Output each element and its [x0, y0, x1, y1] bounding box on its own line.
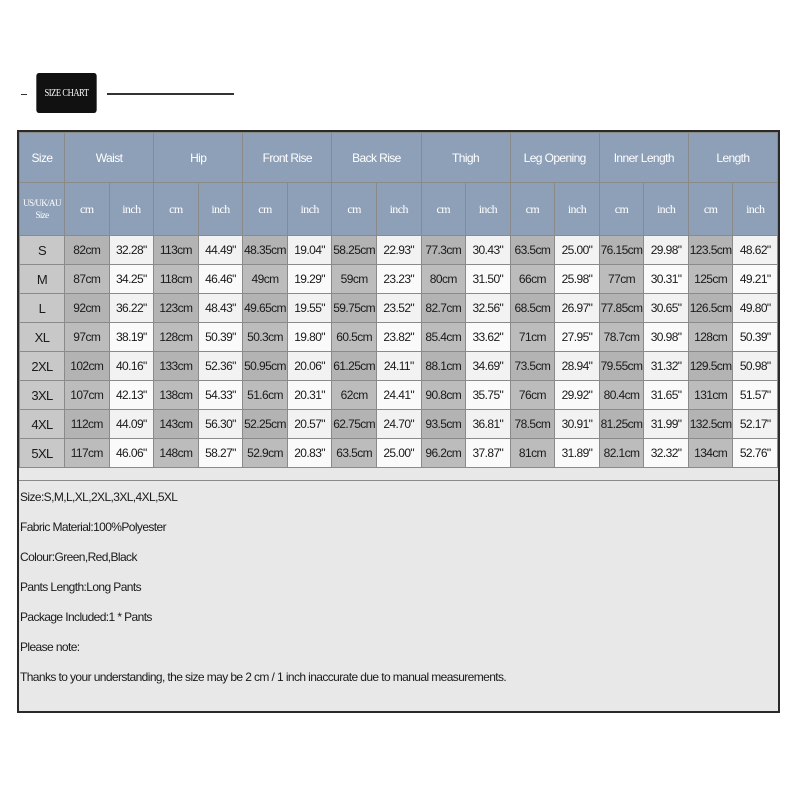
size-label: 5XL: [20, 439, 65, 468]
inch-value: 33.62": [466, 323, 511, 352]
inch-value: 24.11": [376, 352, 421, 381]
inch-value: 20.83": [287, 439, 332, 468]
group-header-leg-opening: Leg Opening: [510, 133, 599, 183]
inch-value: 29.98": [644, 236, 689, 265]
cm-value: 66cm: [510, 265, 555, 294]
inch-value: 31.32": [644, 352, 689, 381]
inch-value: 50.39": [733, 323, 778, 352]
inch-value: 52.17": [733, 410, 778, 439]
cm-value: 76.15cm: [599, 236, 644, 265]
unit-header-inch: inch: [376, 183, 421, 236]
size-chart-table: [19, 132, 778, 468]
cm-value: 81.25cm: [599, 410, 644, 439]
cm-value: 123.5cm: [688, 236, 733, 265]
size-label: L: [20, 294, 65, 323]
size-label: S: [20, 236, 65, 265]
cm-value: 117cm: [65, 439, 110, 468]
group-header-row: [20, 133, 778, 183]
cm-value: 148cm: [154, 439, 199, 468]
cm-value: 68.5cm: [510, 294, 555, 323]
info-line: Pants Length:Long Pants: [20, 580, 141, 594]
info-line: Size:S,M,L,XL,2XL,3XL,4XL,5XL: [20, 490, 178, 504]
inch-value: 20.57": [287, 410, 332, 439]
header-rule-left: [21, 94, 27, 95]
unit-header-cm: cm: [332, 183, 377, 236]
inch-value: 34.25": [109, 265, 154, 294]
group-header-front-rise: Front Rise: [243, 133, 332, 183]
inch-value: 31.89": [555, 439, 600, 468]
cm-value: 59.75cm: [332, 294, 377, 323]
cm-value: 51.6cm: [243, 381, 288, 410]
cm-value: 88.1cm: [421, 352, 466, 381]
cm-value: 76cm: [510, 381, 555, 410]
cm-value: 73.5cm: [510, 352, 555, 381]
inch-value: 30.98": [644, 323, 689, 352]
cm-value: 138cm: [154, 381, 199, 410]
inch-value: 27.95": [555, 323, 600, 352]
cm-value: 60.5cm: [332, 323, 377, 352]
cm-value: 125cm: [688, 265, 733, 294]
inch-value: 44.49": [198, 236, 243, 265]
group-header-waist: Waist: [65, 133, 154, 183]
cm-value: 132.5cm: [688, 410, 733, 439]
cm-value: 49.65cm: [243, 294, 288, 323]
table-row: [20, 323, 778, 352]
cm-value: 58.25cm: [332, 236, 377, 265]
cm-value: 123cm: [154, 294, 199, 323]
cm-value: 78.5cm: [510, 410, 555, 439]
table-row: [20, 410, 778, 439]
cm-value: 82.7cm: [421, 294, 466, 323]
cm-value: 85.4cm: [421, 323, 466, 352]
inch-value: 19.55": [287, 294, 332, 323]
inch-value: 38.19": [109, 323, 154, 352]
product-info: [19, 480, 778, 712]
inch-value: 50.98": [733, 352, 778, 381]
inch-value: 20.06": [287, 352, 332, 381]
group-header-length: Length: [688, 133, 777, 183]
unit-header-cm: cm: [154, 183, 199, 236]
unit-header-row: [20, 183, 778, 236]
inch-value: 40.16": [109, 352, 154, 381]
cm-value: 131cm: [688, 381, 733, 410]
cm-value: 87cm: [65, 265, 110, 294]
inch-value: 51.57": [733, 381, 778, 410]
table-row: [20, 352, 778, 381]
unit-header-inch: inch: [109, 183, 154, 236]
cm-value: 112cm: [65, 410, 110, 439]
inch-value: 48.62": [733, 236, 778, 265]
size-label: XL: [20, 323, 65, 352]
info-line: Fabric Material:100%Polyester: [20, 520, 167, 534]
cm-value: 50.95cm: [243, 352, 288, 381]
inch-value: 32.32": [644, 439, 689, 468]
inch-value: 31.99": [644, 410, 689, 439]
unit-header-cm: cm: [599, 183, 644, 236]
cm-value: 102cm: [65, 352, 110, 381]
unit-header-cm: cm: [688, 183, 733, 236]
inch-value: 29.92": [555, 381, 600, 410]
inch-value: 25.00": [376, 439, 421, 468]
inch-value: 23.23": [376, 265, 421, 294]
inch-value: 49.21": [733, 265, 778, 294]
cm-value: 128cm: [688, 323, 733, 352]
inch-value: 48.43": [198, 294, 243, 323]
inch-value: 24.41": [376, 381, 421, 410]
cm-value: 62.75cm: [332, 410, 377, 439]
cm-value: 80cm: [421, 265, 466, 294]
size-chart-frame: [17, 130, 780, 713]
inch-value: 52.76": [733, 439, 778, 468]
unit-header-cm: cm: [510, 183, 555, 236]
inch-value: 24.70": [376, 410, 421, 439]
inch-value: 44.09": [109, 410, 154, 439]
cm-value: 134cm: [688, 439, 733, 468]
cm-value: 61.25cm: [332, 352, 377, 381]
table-row: [20, 381, 778, 410]
info-line: Colour:Green,Red,Black: [20, 550, 137, 564]
cm-value: 81cm: [510, 439, 555, 468]
cm-value: 118cm: [154, 265, 199, 294]
cm-value: 71cm: [510, 323, 555, 352]
size-column-header: Size: [20, 133, 65, 183]
inch-value: 22.93": [376, 236, 421, 265]
size-label: 3XL: [20, 381, 65, 410]
cm-value: 52.25cm: [243, 410, 288, 439]
cm-value: 50.3cm: [243, 323, 288, 352]
cm-value: 48.35cm: [243, 236, 288, 265]
cm-value: 126.5cm: [688, 294, 733, 323]
inch-value: 30.91": [555, 410, 600, 439]
unit-header-cm: cm: [243, 183, 288, 236]
inch-value: 31.65": [644, 381, 689, 410]
inch-value: 42.13": [109, 381, 154, 410]
cm-value: 107cm: [65, 381, 110, 410]
size-label: M: [20, 265, 65, 294]
unit-header-inch: inch: [466, 183, 511, 236]
unit-header-cm: cm: [421, 183, 466, 236]
inch-value: 37.87": [466, 439, 511, 468]
inch-value: 26.97": [555, 294, 600, 323]
inch-value: 30.31": [644, 265, 689, 294]
inch-value: 23.52": [376, 294, 421, 323]
size-chart-badge: SIZE CHART: [36, 73, 96, 113]
inch-value: 19.80": [287, 323, 332, 352]
size-label: 2XL: [20, 352, 65, 381]
cm-value: 96.2cm: [421, 439, 466, 468]
inch-value: 36.22": [109, 294, 154, 323]
unit-header-inch: inch: [644, 183, 689, 236]
info-line: Please note:: [20, 640, 80, 654]
cm-value: 143cm: [154, 410, 199, 439]
cm-value: 78.7cm: [599, 323, 644, 352]
inch-value: 46.46": [198, 265, 243, 294]
inch-value: 36.81": [466, 410, 511, 439]
cm-value: 59cm: [332, 265, 377, 294]
inch-value: 20.31": [287, 381, 332, 410]
cm-value: 97cm: [65, 323, 110, 352]
inch-value: 19.29": [287, 265, 332, 294]
cm-value: 129.5cm: [688, 352, 733, 381]
cm-value: 133cm: [154, 352, 199, 381]
cm-value: 92cm: [65, 294, 110, 323]
inch-value: 56.30": [198, 410, 243, 439]
info-line: Thanks to your understanding, the size may be 2 cm / 1 inch inaccurate due to manual measurements.: [20, 670, 507, 684]
cm-value: 79.55cm: [599, 352, 644, 381]
size-rows: [20, 236, 778, 468]
cm-value: 49cm: [243, 265, 288, 294]
cm-value: 52.9cm: [243, 439, 288, 468]
cm-value: 77.85cm: [599, 294, 644, 323]
cm-value: 82.1cm: [599, 439, 644, 468]
inch-value: 30.43": [466, 236, 511, 265]
unit-header-inch: inch: [555, 183, 600, 236]
region-size-header: US/UK/AU Size: [20, 183, 65, 236]
cm-value: 77cm: [599, 265, 644, 294]
cm-value: 80.4cm: [599, 381, 644, 410]
inch-value: 25.00": [555, 236, 600, 265]
table-row: [20, 236, 778, 265]
inch-value: 35.75": [466, 381, 511, 410]
cm-value: 63.5cm: [332, 439, 377, 468]
inch-value: 34.69": [466, 352, 511, 381]
inch-value: 19.04": [287, 236, 332, 265]
inch-value: 32.56": [466, 294, 511, 323]
info-line: Package Included:1 * Pants: [20, 610, 152, 624]
cm-value: 82cm: [65, 236, 110, 265]
inch-value: 49.80": [733, 294, 778, 323]
group-header-thigh: Thigh: [421, 133, 510, 183]
table-row: [20, 294, 778, 323]
cm-value: 128cm: [154, 323, 199, 352]
inch-value: 32.28": [109, 236, 154, 265]
cm-value: 90.8cm: [421, 381, 466, 410]
inch-value: 23.82": [376, 323, 421, 352]
table-row: [20, 265, 778, 294]
inch-value: 25.98": [555, 265, 600, 294]
inch-value: 54.33": [198, 381, 243, 410]
group-header-back-rise: Back Rise: [332, 133, 421, 183]
inch-value: 31.50": [466, 265, 511, 294]
cm-value: 93.5cm: [421, 410, 466, 439]
unit-header-cm: cm: [65, 183, 110, 236]
unit-header-inch: inch: [287, 183, 332, 236]
header-rule-right: [107, 93, 234, 95]
group-header-hip: Hip: [154, 133, 243, 183]
cm-value: 63.5cm: [510, 236, 555, 265]
cm-value: 113cm: [154, 236, 199, 265]
table-row: [20, 439, 778, 468]
inch-value: 46.06": [109, 439, 154, 468]
inch-value: 52.36": [198, 352, 243, 381]
cm-value: 77.3cm: [421, 236, 466, 265]
size-label: 4XL: [20, 410, 65, 439]
inch-value: 28.94": [555, 352, 600, 381]
inch-value: 50.39": [198, 323, 243, 352]
cm-value: 62cm: [332, 381, 377, 410]
unit-header-inch: inch: [198, 183, 243, 236]
inch-value: 30.65": [644, 294, 689, 323]
unit-header-inch: inch: [733, 183, 778, 236]
inch-value: 58.27": [198, 439, 243, 468]
group-header-inner-length: Inner Length: [599, 133, 688, 183]
